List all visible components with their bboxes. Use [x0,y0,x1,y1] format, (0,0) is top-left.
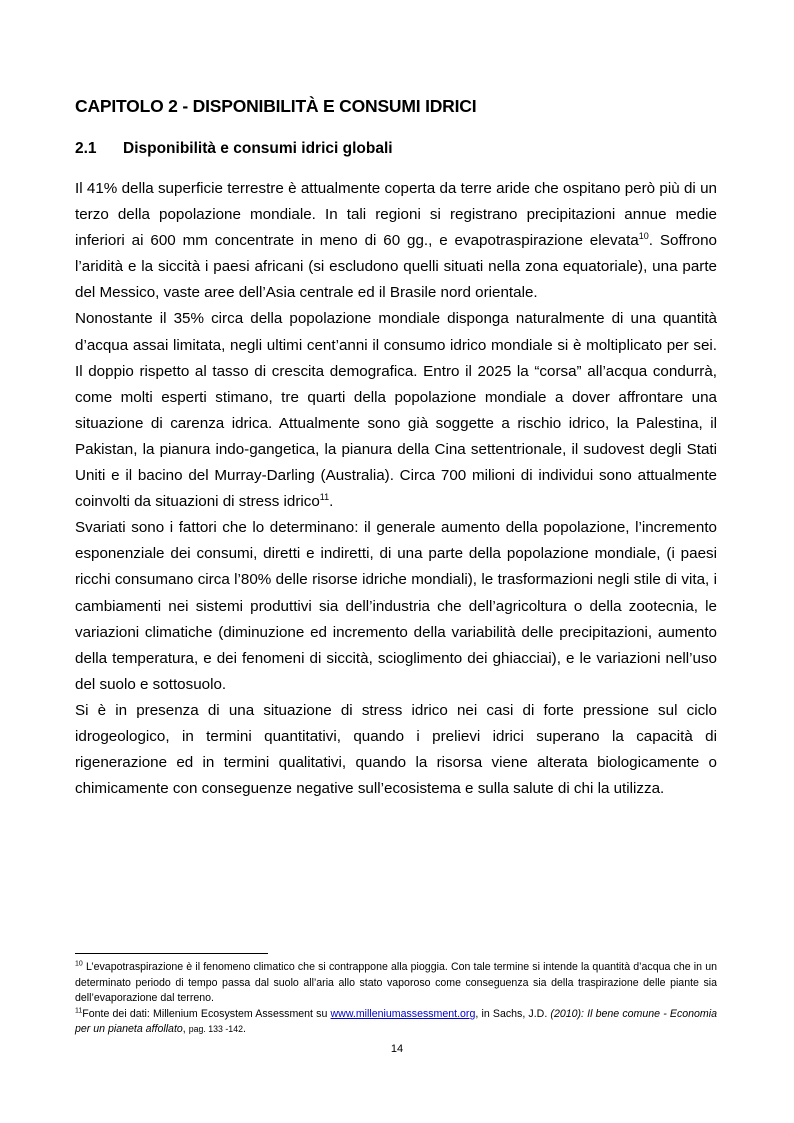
paragraph-1-text-b: . Soffrono l’aridità e la siccità i paesi africani (si escludono quelli situati nella zona equatoriale), una parte del Messico, vaste aree dell’Asia centrale ed il Brasile nord orientale. [75,232,717,302]
page-number: 14 [390,1043,404,1055]
paragraph-2-text-a: Nonostante il 35% circa della popolazione mondiale disponga naturalmente di una quantità d’acqua assai limitata, negli ultimi cent’anni il consumo idrico mondiale si è moltiplicato per sei. Il doppio rispetto al tasso di crescita demografica. Entro il 2025 la “corsa” all’acqua condurrà, come molti esperti stimano, tre quarti della popolazione mondiale a dover affrontare una situazione di carenza idrica. Attualmente sono già soggette a rischio idrico, la Palestina, il Pakistan, la pianura indo-gangetica, la pianura della Cina settentrionale, il sudovest degli Stati Uniti e il bacino del Murray-Darling (Australia). Circa 700 milioni di individui sono attualmente coinvolti da situazioni di stress idrico [75,310,717,511]
section-heading [75,140,725,158]
paragraph-1-text-a: Il 41% della superficie terrestre è attualmente coperta da terre aride che ospitano però più di un terzo della popolazione mondiale. In tali regioni si registrano precipitazioni annue medie inferiori ai 600 mm concentrate in meno di 60 gg., e evapotraspirazione elevata [75,180,717,250]
footnote-ref-10[interactable]: 10 [638,231,649,242]
section-number: 2.1 [75,140,97,157]
footnote-divider [75,953,268,954]
footnote-11-text-a: Fonte dei dati: Millenium Ecosystem Assessment su [82,1007,331,1020]
section-title: Disponibilità e consumi idrici globali [123,140,393,157]
footnote-10 [75,960,717,1007]
footnote-11-pages: pag. 133 -142 [188,1024,243,1035]
footnote-11 [75,1007,717,1038]
body-text [75,176,717,802]
paragraph-1 [75,176,717,306]
footnote-11-mark: 11 [75,1007,83,1015]
paragraph-2 [75,306,717,515]
footnote-11-text-b: , in Sachs, J.D. [475,1007,551,1020]
footnote-11-book-title: (2010): Il bene comune - Economia per un pianeta affollato [75,1007,717,1036]
paragraph-2-text-b: . [329,493,334,511]
footnotes [75,960,717,1038]
paragraph-4: Si è in presenza di una situazione di stress idrico nei casi di forte pressione sul ciclo idrogeologico, in termini quantitativi, quando i prelievi idrici superano la capacità di rigenerazione ed in termini qualitativi, quando la risorsa viene alterata biologicamente o chimicamente con conseguenze negative sull’ecosistema e sulla salute di chi la utilizza. [75,701,717,798]
chapter-title: CAPITOLO 2 - DISPONIBILITÀ E CONSUMI IDRICI [75,96,477,116]
footnote-11-text-c: , [182,1023,189,1036]
paragraph-3: Svariati sono i fattori che lo determinano: il generale aumento della popolazione, l’incremento esponenziale dei consumi, diretti e indiretti, di una parte della popolazione mondiale, (i paesi ricchi consumano circa l’80% delle risorse idriche mondiali), le trasformazioni negli stile di vita, i cambiamenti nei sistemi produttivi sia dell’industria che dell’agricoltura o della zootecnia, le variazioni climatiche (diminuzione ed incremento della variabilità delle precipitazioni, aumento della temperatura, e dei fenomeni di siccità, scioglimento dei ghiacciai), e le variazioni nell’uso del suolo e sottosuolo. [75,519,717,693]
footnote-ref-11[interactable]: 11 [319,492,330,503]
footnote-10-mark: 10 [75,960,83,968]
footnote-10-text: L’evapotraspirazione è il fenomeno climatico che si contrappone alla pioggia. Con tale termine si intende la quantità d’acqua che in un determinato periodo di tempo passa dal suolo all’aria allo stato vaporoso come conseguenza sia della traspirazione delle piante sia dell’evaporazione dal terreno. [75,961,717,1005]
millenium-assessment-link[interactable]: www.milleniumassessment.org [330,1007,476,1020]
footnote-11-end: . [242,1023,246,1036]
